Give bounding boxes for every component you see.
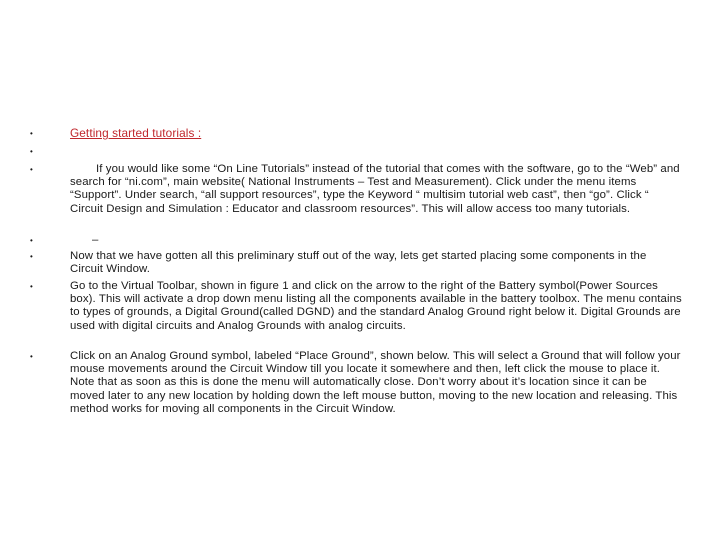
paragraph-online-text: If you would like some “On Line Tutorials” instead of the tutorial that comes with the software, go to the “Web” and search for “ni.com”, main website( National Instruments – Test and Measurement). Click under the menu items “Support”. Under search, “all support resources”, type the Keyword “ multisim tutorial web cast”, then “go”. Click “ Circuit Design and Simulation : Educator and classroom resources”. This will allow access too many tutorials. bbox=[70, 163, 680, 215]
slide-heading: Getting started tutorials : bbox=[70, 126, 202, 140]
bullet-item-dash bbox=[30, 234, 682, 247]
paragraph-online-tutorials bbox=[70, 163, 682, 216]
dash-glyph: – bbox=[92, 234, 99, 246]
bullet-item-ground bbox=[30, 350, 682, 416]
bullet-marker: • bbox=[30, 129, 33, 138]
bullet-marker: • bbox=[30, 236, 33, 245]
bullet-item-online-tutorials bbox=[30, 163, 682, 216]
bullet-marker: • bbox=[30, 282, 33, 291]
paragraph-ground: Click on an Analog Ground symbol, labeled “Place Ground”, shown below. This will select a Ground that will follow your mouse movements around the Circuit Window till you locate it somewhere and then, left click the mouse to place it. Note that as soon as this is done the menu will automatically close. Don’t worry about it’s location since it can be moved later to any new location by holding down the left mouse button, moving to the new location and releasing. This method works for moving all components in the Circuit Window. bbox=[70, 350, 681, 415]
bullet-marker: • bbox=[30, 252, 33, 261]
bullet-marker: • bbox=[30, 147, 33, 156]
bullet-marker: • bbox=[30, 352, 33, 361]
bullet-item-heading bbox=[30, 126, 682, 140]
bullet-item-toolbar bbox=[30, 280, 682, 333]
paragraph-toolbar: Go to the Virtual Toolbar, shown in figure 1 and click on the arrow to the right of the Battery symbol(Power Sources box). This will activate a drop down menu listing all the components available in the battery toolbox. The menu contains to types of grounds, a Digital Ground(called DGND) and the standard Analog Ground right below it. Digital Grounds are used with digital circuits and Analog Grounds with analog circuits. bbox=[70, 280, 682, 332]
bullet-marker: • bbox=[30, 165, 33, 174]
dash-line bbox=[70, 234, 682, 247]
paragraph-preliminary: Now that we have gotten all this preliminary stuff out of the way, lets get started placing some components in the Circuit Window. bbox=[70, 250, 647, 276]
bullet-item-preliminary bbox=[30, 250, 682, 276]
